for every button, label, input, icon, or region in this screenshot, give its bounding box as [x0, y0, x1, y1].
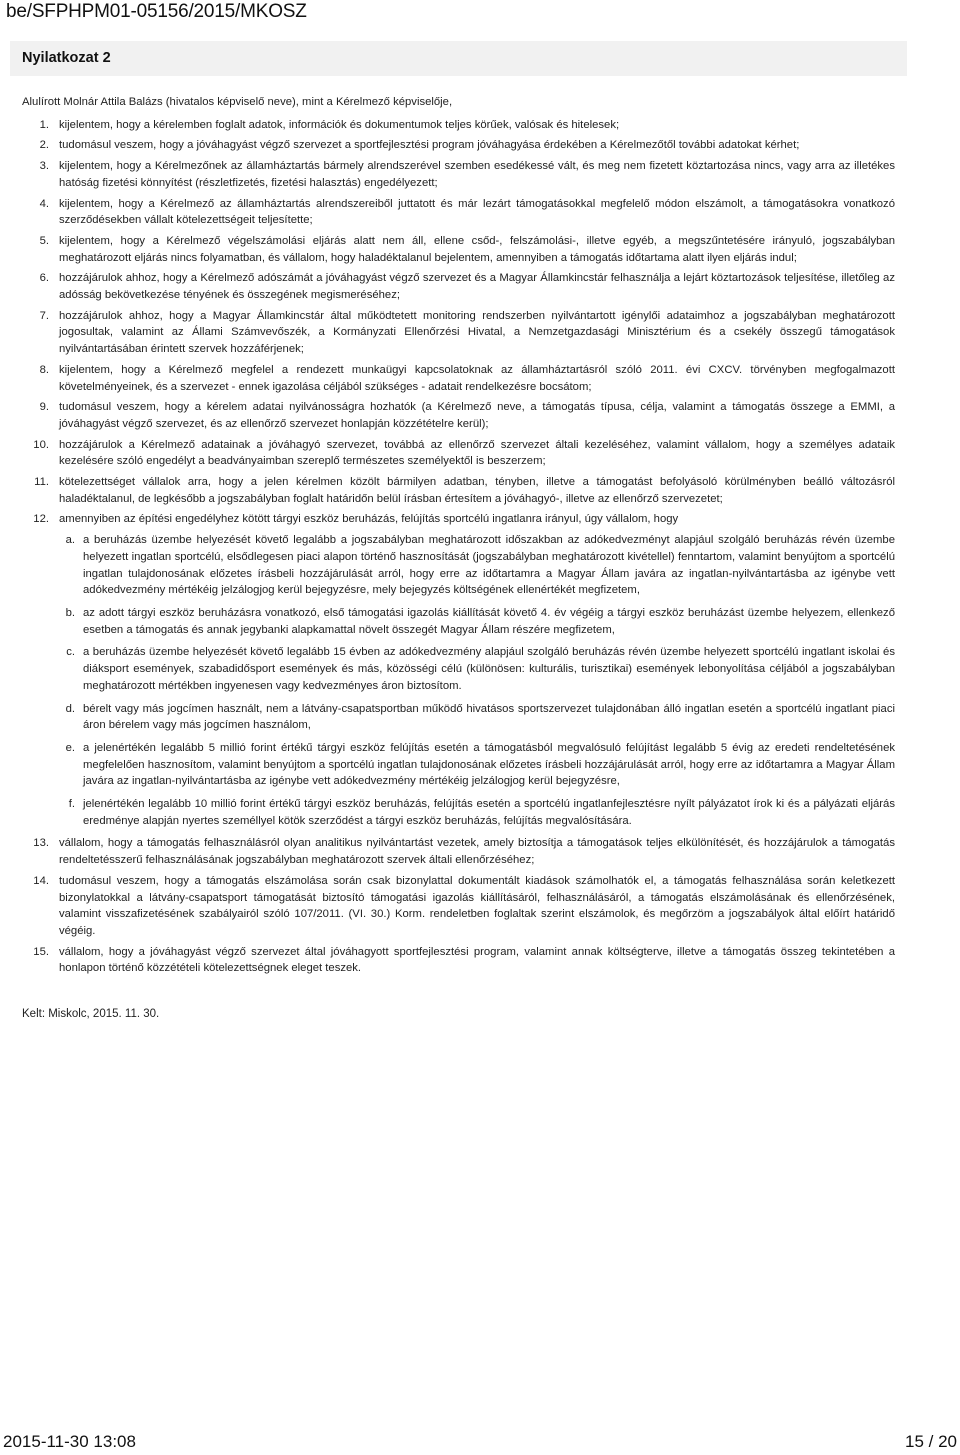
sub-item-text: a beruházás üzembe helyezését követő legalább 15 évben az adókedvezmény alapjául szolgáló beruházás révén üzembe helyezett sportcélú ingatlant iskolai és diáksport események, szabadidősport események és más, közösségi célú (különösen: kulturális, turisztikai) események lebonyolítása céljából a jogszabályban meghatározott mértékben ingyenesen vagy kedvezményes áron biztosítom.: [83, 646, 895, 692]
item-text: kijelentem, hogy a kérelemben foglalt adatok, információk és dokumentumok teljes körűek, valósak és hitelesek;: [59, 118, 620, 131]
item-number: 4.: [39, 197, 49, 210]
declaration-item: [22, 137, 895, 154]
declaration-item: [22, 362, 895, 395]
sub-item-letter: f.: [68, 798, 75, 811]
declaration-item: [22, 437, 895, 470]
item-text: tudomásul veszem, hogy a kérelem adatai nyilvánosságra hozhatók (a Kérelmező neve, a támogatás típusa, célja, valamint a támogatás összege a EMMI, a jóváhagyást végző szervezet, és az ellenőrző szervezet honlapján közzétételre kerül);: [59, 401, 895, 430]
sub-item-text: az adott tárgyi eszköz beruházásra vonatkozó, első támogatási igazolás kiállítását követő 4. év végéig a tárgyi eszköz beruházást üzembe helyezem, ellenkező esetben a támogatás és annak jegybanki alapkamattal növelt összegét Magyar Állam részére megfizetem,: [83, 606, 895, 636]
item-text: kijelentem, hogy a Kérelmező megfelel a rendezett munkaügyi kapcsolatoknak az államháztartásról szóló 2011. évi CXCV. törvényben megfogalmazott követelményeinek, és a szervezet - ennek igazolása céljából szükséges - adatait rendelkezésre bocsátom;: [59, 363, 895, 393]
declaration-item: [22, 196, 895, 229]
item-text: tudomásul veszem, hogy a jóváhagyást végző szervezet a sportfejlesztési program jóváhagyása érdekében a Kérelmezőtől további adatokat kérhet;: [59, 139, 800, 152]
declaration-item: [22, 835, 895, 868]
sub-item-text: a jelenértékén legalább 5 millió forint értékű tárgyi eszköz felújítás esetén a támogatásból megvalósuló felújítást legalább 5 évig az eredeti rendeltetésének megfelelően hasznosítom, valamint benyújtom a sportcélú ingatlan tulajdonosának előzetes írásbeli hozzájárulását arról, hogy erre az időtartamra a Magyar Állam javára az ingatlan-nyilvántartásba az igénybe vett adókedvezmény mértékéig jelzálogjog kerül bejegyzésre,: [83, 741, 895, 788]
item-number: 9.: [39, 401, 49, 414]
item-text: kijelentem, hogy a Kérelmezőnek az államháztartás bármely alrendszerével szemben esedékessé vált, és meg nem fizetett köztartozása nincs, vagy arra az illetékes hatóság fizetési könnyítést (részletfizetés, fizetési halasztás) engedélyezett;: [59, 160, 895, 189]
sub-item: [59, 532, 895, 599]
sub-item-text: a beruházás üzembe helyezését követő legalább a jogszabályban meghatározott időszakban az adókedvezményt alapjául szolgáló beruházás révén üzembe helyezett ingatlan sportcélú, elsődlegesen piaci alapon történő hasznosítását (jogszabályban meghatározott kivétellel) fenntartom, valamint benyújtom a sportcélú ingatlan tulajdonosának előzetes írásbeli hozzájárulását arról, hogy erre az időtartamra a Magyar Állam javára az ingatlan-nyilvántartásba az igénybe vett adókedvezmény mértékéig jelzálogjog kerül bejegyzésre, mely bejegyzés költségének ellenértékét megfizetem,: [83, 534, 895, 597]
sub-item-text: bérelt vagy más jogcímen használt, nem a látvány-csapatsportban működő hivatásos sportszervezet tulajdonában álló ingatlan esetén a sportcélú ingatlant piaci áron bérelem vagy más jogcímen használom,: [83, 702, 895, 732]
declaration-item: [22, 233, 895, 266]
section-header: [10, 41, 907, 76]
declaration-item: [22, 474, 895, 507]
declaration-list: [22, 117, 895, 977]
sub-item-letter: a.: [65, 534, 75, 547]
sub-item-letter: b.: [65, 606, 75, 619]
item-number: 14.: [33, 874, 49, 887]
item-number: 7.: [39, 309, 49, 322]
sub-item: [59, 644, 895, 694]
sub-item: [59, 740, 895, 790]
declaration-content: [22, 94, 895, 1023]
declaration-item: [22, 270, 895, 303]
section-title: Nyilatkozat 2: [22, 50, 111, 66]
declaration-item: [22, 399, 895, 432]
item-number: 1.: [39, 118, 49, 131]
sub-item-text: jelenértékén legalább 10 millió forint értékű tárgyi eszköz beruházás, felújítás esetén a sportcélú ingatlanfejlesztésre nyílt pályázatot írok ki és a pályázati eljárás eredménye alapján nyertes személlyel kötök szerződést a tárgyi eszköz beruházás, felújítás megvalósítására.: [83, 798, 895, 827]
item-number: 12.: [33, 513, 49, 526]
declaration-item: [22, 308, 895, 358]
declaration-item: [22, 117, 895, 134]
item-text: hozzájárulok ahhoz, hogy a Kérelmező adószámát a jóváhagyást végző szervezet és a Magyar Államkincstár felhasználja a lejárt köztartozások teljesítése, illetőleg az adósság bekövetkezése tényének és összegének megismeréséhez;: [59, 272, 895, 302]
item-number: 15.: [33, 945, 49, 958]
item-text: kijelentem, hogy a Kérelmező végelszámolási eljárás alatt nem áll, ellene csőd-, felszámolási-, illetve egyéb, a megszűntetésére irányuló, jogszabályban meghatározott eljárás nincs folyamatban, és vállalom, hogy haladéktalanul bejelentem, amennyiben a támogatás időtartama alatt ilyen eljárás indul;: [59, 234, 895, 264]
item-number: 11.: [34, 476, 49, 489]
document-id: be/SFPHPM01-05156/2015/MKOSZ: [6, 1, 307, 22]
item-text: amennyiben az építési engedélyhez kötött tárgyi eszköz beruházás, felújítás sportcélú ingatlanra irányul, úgy vállalom, hogy: [59, 513, 679, 526]
sub-item-letter: c.: [66, 646, 75, 659]
declaration-item: [22, 873, 895, 940]
item-number: 2.: [39, 139, 49, 152]
item-number: 8.: [39, 363, 49, 376]
item-number: 13.: [33, 837, 49, 850]
sub-item: [59, 796, 895, 829]
sub-item: [59, 701, 895, 734]
sub-item-letter: d.: [65, 702, 75, 715]
item-number: 6.: [39, 272, 49, 285]
item-text: kijelentem, hogy a Kérelmező az államháztartás alrendszereiből juttatott és már lezárt támogatásokkal megfelelő módon elszámolt, a támogatásokra vonatkozó szerződésekben vállalt kötelezettségeit teljesítette;: [59, 197, 895, 227]
item-text: vállalom, hogy a jóváhagyást végző szervezet által jóváhagyott sportfejlesztési program, valamint annak költségterve, illetve a támogatás összeg tekintetében a honlapon történő közzétételi kötelezettségnek eleget teszek.: [59, 945, 895, 975]
footer-timestamp: 2015-11-30 13:08: [3, 1432, 136, 1451]
declaration-item: [22, 944, 895, 977]
item-text: vállalom, hogy a támogatás felhasználásról olyan analitikus nyilvántartást vezetek, amely biztosítja a támogatások teljes elkülönítését, és hozzájárulok a támogatás rendeltetésszerű felhasználásának jogszabályban meghatározott szervek általi ellenőrzéséhez;: [59, 837, 895, 867]
item-number: 3.: [39, 160, 49, 173]
sub-item-list: [59, 532, 895, 829]
intro-text: Alulírott Molnár Attila Balázs (hivatalos képviselő neve), mint a Kérelmező képviselője,: [22, 96, 453, 108]
item-number: 5.: [39, 234, 49, 247]
item-text: kötelezettséget vállalok arra, hogy a jelen kérelmen közölt bármilyen adatban, tényben, illetve a támogatást befolyásoló körülményben beálló változásról haladéktalanul, de legkésőbb a jogszabályban foglalt határidőn belül írásban értesítem a jóváhagyó-, illetve az ellenőrző szervezetet;: [59, 476, 895, 505]
item-number: 10.: [33, 438, 49, 451]
sub-item: [59, 605, 895, 638]
item-text: hozzájárulok ahhoz, hogy a Magyar Államkincstár által működtetett monitoring rendszerben nyilvántartott igénylői adataimhoz a jogszabályban meghatározott jogosultak, valamint az Állami Számvevőszék, a Kormányzati Ellenőrzési Hivatal, a Nemzetgazdasági Minisztérium és a csekély összegű támogatások nyilvántartásában érintett szervek hozzáférjenek;: [59, 309, 895, 356]
footer-page-number: 15 / 20: [905, 1432, 957, 1451]
date-line: Kelt: Miskolc, 2015. 11. 30.: [22, 1008, 160, 1021]
item-text: hozzájárulok a Kérelmező adatainak a jóváhagyó szervezet, továbbá az ellenőrző szervezet általi kezeléséhez, valamint vállalom, hogy a személyes adataik kezelésére szóló engedélyt a beadványaimban szereplő természetes személyektől is beszerzem;: [59, 438, 895, 468]
sub-item-letter: e.: [65, 741, 75, 754]
item-text: tudomásul veszem, hogy a támogatás elszámolása során csak bizonylattal dokumentált kiadások számolhatók el, a támogatás felhasználása során keletkezett bizonylatokkal a látvány-csapatsport támogatását biztosító támogatási igazolás kiállításáról, felhasználásáról, a támogatás elszámolásának és ellenőrzésének, valamint visszafizetésének szabályairól szóló 107/2011. (VI. 30.) Korm. rendeletben foglaltak szerint elszámolok, és megőrzöm a jogszabályok által előírt határidő végéig.: [59, 874, 895, 937]
declaration-item: [22, 511, 895, 829]
declaration-item: [22, 158, 895, 191]
